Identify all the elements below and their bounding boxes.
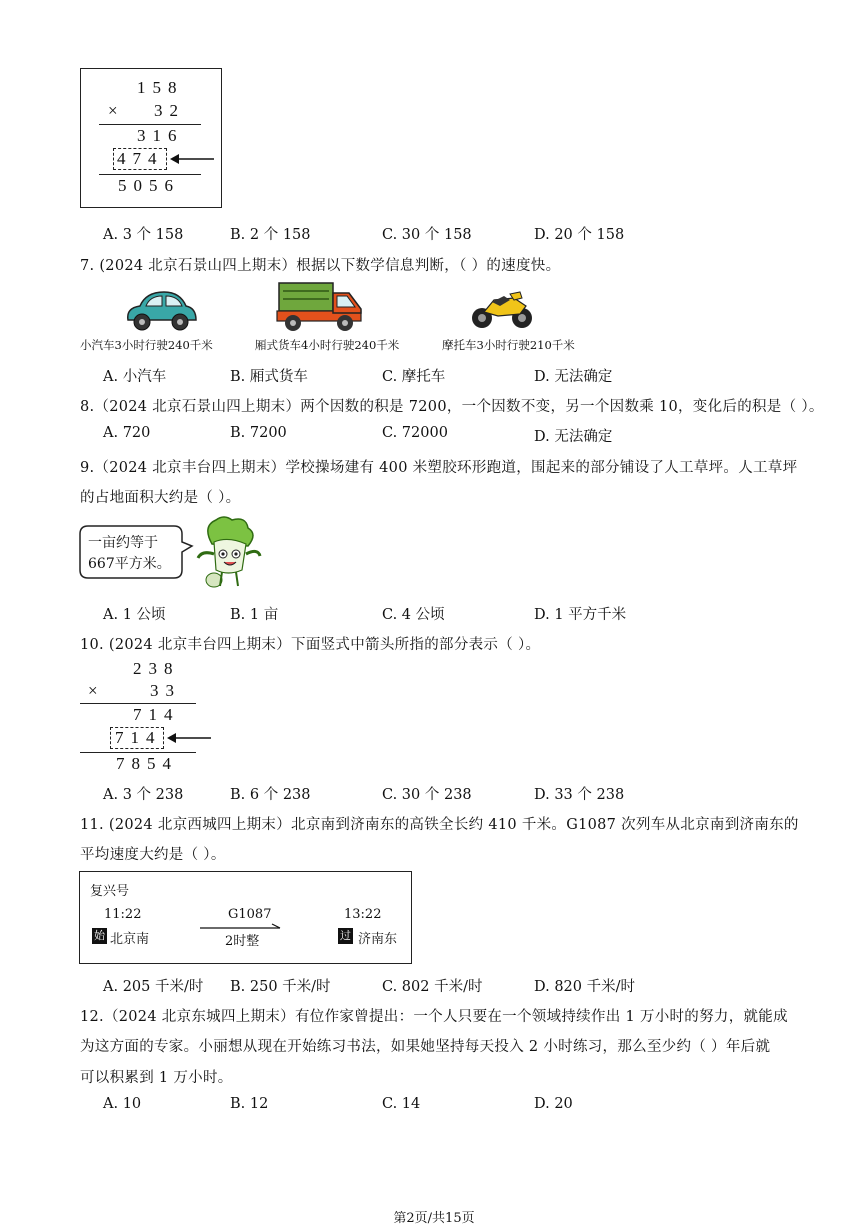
calc-partial-2: 474 (117, 149, 164, 168)
question-11-text-line-2: 平均速度大约是（ ）。 (80, 847, 226, 863)
calc-partial-1: 316 (137, 126, 184, 145)
calc2-top: 238 (133, 659, 180, 678)
q8-option-c[interactable]: C. 72000 (382, 425, 448, 441)
q11-option-c[interactable]: C. 802 千米/时 (382, 979, 483, 995)
ticket-depart-station: 北京南 (110, 932, 150, 947)
calc-result: 5056 (118, 176, 180, 195)
q10-option-c[interactable]: C. 30 个 238 (382, 787, 472, 803)
q7-option-b[interactable]: B. 厢式货车 (230, 369, 308, 385)
question-9-text-line-2: 的占地面积大约是（ ）。 (80, 490, 241, 506)
calc2-rule-2 (80, 752, 196, 753)
calc2-times-sign: × (88, 681, 105, 700)
car-caption: 小汽车3小时行驶240千米 (80, 338, 213, 352)
ticket-arrive-time: 13:22 (344, 907, 382, 922)
q9-option-d[interactable]: D. 1 平方千米 (534, 607, 627, 623)
ticket-depart-time: 11:22 (104, 907, 142, 922)
q12-option-c[interactable]: C. 14 (382, 1096, 421, 1112)
option-b[interactable]: B. 2 个 158 (230, 227, 311, 243)
option-a[interactable]: A. 3 个 158 (103, 227, 184, 243)
question-9-text-line-1: 9.（2024 北京丰台四上期末）学校操场建有 400 米塑胶环形跑道，围起来的部分铺设了人工草坪。人工草坪 (80, 460, 798, 476)
calc2-partial-1: 714 (133, 705, 180, 724)
q11-option-b[interactable]: B. 250 千米/时 (230, 979, 331, 995)
cabbage-mascot-image (192, 514, 264, 590)
q7-option-a[interactable]: A. 小汽车 (103, 369, 167, 385)
calc2-rule-1 (80, 703, 196, 704)
question-7-text: 7. (2024 北京石景山四上期末）根据以下数学信息判断，（ ）的速度快。 (80, 258, 561, 274)
q11-option-d[interactable]: D. 820 千米/时 (534, 979, 635, 995)
question-10-text: 10. (2024 北京丰台四上期末）下面竖式中箭头所指的部分表示（ ）。 (80, 637, 541, 653)
question-11-text-line-1: 11. (2024 北京西城四上期末）北京南到济南东的高铁全长约 410 千米。G1087 次列车从北京南到济南东的 (80, 817, 799, 833)
q10-option-a[interactable]: A. 3 个 238 (103, 787, 184, 803)
truck-image (275, 281, 365, 333)
option-d[interactable]: D. 20 个 158 (534, 227, 625, 243)
truck-caption: 厢式货车4小时行驶240千米 (255, 338, 400, 352)
q12-option-d[interactable]: D. 20 (534, 1096, 573, 1112)
q7-option-c[interactable]: C. 摩托车 (382, 369, 446, 385)
calc-times-sign: × (108, 101, 125, 120)
q10-option-b[interactable]: B. 6 个 238 (230, 787, 311, 803)
question-8-text: 8.（2024 北京石景山四上期末）两个因数的积是 7200，一个因数不变，另一个因数乘 10，变化后的积是（ ）。 (80, 399, 824, 415)
calc-rule-2 (99, 174, 201, 175)
depart-badge: 始 (94, 929, 105, 942)
option-c[interactable]: C. 30 个 158 (382, 227, 472, 243)
bubble-line-1: 一亩约等于 (88, 535, 158, 551)
q9-option-a[interactable]: A. 1 公顷 (103, 607, 166, 623)
motorcycle-caption: 摩托车3小时行驶210千米 (442, 338, 575, 352)
ticket-duration: 2时整 (225, 934, 260, 949)
ticket-train-no: G1087 (228, 907, 272, 922)
q10-option-d[interactable]: D. 33 个 238 (534, 787, 625, 803)
calc2-result: 7854 (116, 754, 178, 773)
calc2-multiplier: 33 (150, 681, 181, 700)
q7-option-d[interactable]: D. 无法确定 (534, 369, 613, 385)
page-footer: 第2页/共15页 (393, 1211, 475, 1226)
arrow-left-icon (170, 152, 216, 166)
q9-option-b[interactable]: B. 1 亩 (230, 607, 279, 623)
q8-option-b[interactable]: B. 7200 (230, 425, 287, 441)
q12-option-a[interactable]: A. 10 (103, 1096, 142, 1112)
bubble-line-2: 667平方米。 (88, 556, 171, 572)
ticket-arrive-station: 济南东 (358, 932, 398, 947)
motorcycle-image (470, 288, 534, 330)
arrow-left-icon (167, 731, 213, 745)
question-12-text-line-2: 为这方面的专家。小丽想从现在开始练习书法，如果她坚持每天投入 2 小时练习，那么至少约（ ）年后就 (80, 1039, 771, 1055)
calc-top: 158 (137, 78, 184, 97)
calc-multiplier: 32 (154, 101, 185, 120)
ticket-brand: 复兴号 (90, 884, 130, 899)
car-image (120, 288, 200, 334)
calc2-partial-2: 714 (115, 728, 162, 747)
q9-option-c[interactable]: C. 4 公顷 (382, 607, 445, 623)
arrive-badge: 过 (340, 929, 351, 942)
question-12-text-line-3: 可以积累到 1 万小时。 (80, 1070, 233, 1086)
question-12-text-line-1: 12.（2024 北京东城四上期末）有位作家曾提出：一个人只要在一个领域持续作出 1 万小时的努力，就能成 (80, 1009, 788, 1025)
q11-option-a[interactable]: A. 205 千米/时 (103, 979, 204, 995)
calc-rule-1 (99, 124, 201, 125)
q12-option-b[interactable]: B. 12 (230, 1096, 269, 1112)
q8-option-d[interactable]: D. 无法确定 (534, 429, 613, 445)
q8-option-a[interactable]: A. 720 (103, 425, 151, 441)
